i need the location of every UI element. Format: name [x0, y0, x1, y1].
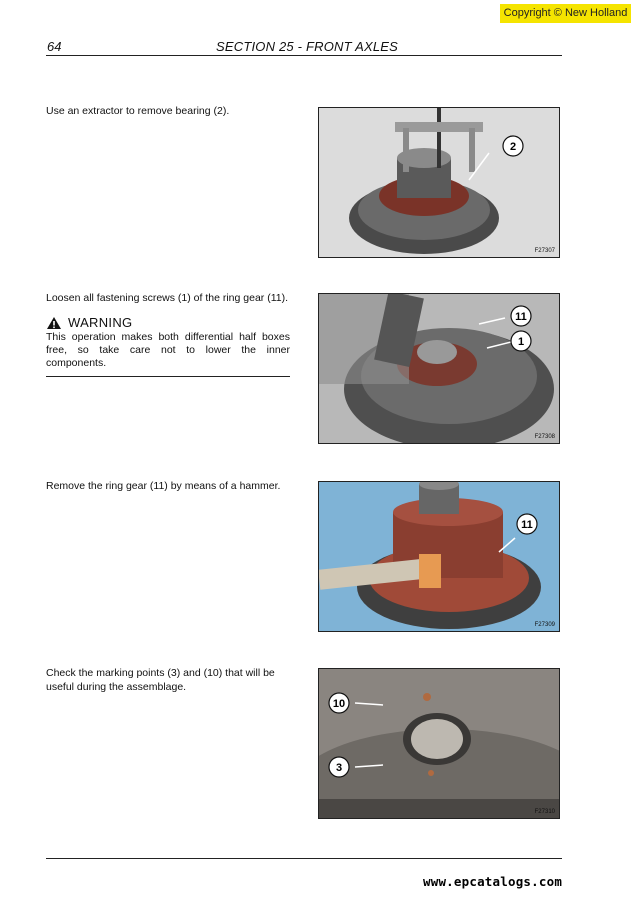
figure-marking-points — [318, 668, 560, 819]
step-4-instruction: Check the marking points (3) and (10) that will be useful during the assemblage. — [46, 667, 275, 693]
step-3-instruction: Remove the ring gear (11) by means of a hammer. — [46, 480, 281, 492]
step-2-instruction: Loosen all fastening screws (1) of the ring gear (11). — [46, 292, 289, 304]
watermark: www.epcatalogs.com — [423, 874, 563, 889]
warning-box — [46, 315, 290, 377]
callout-11: 11 — [515, 311, 527, 323]
figure-code: F27308 — [534, 434, 555, 440]
warning-triangle-icon — [46, 316, 62, 330]
figure-ring-gear-screws — [318, 293, 560, 444]
callout-2: 2 — [509, 141, 517, 153]
callout-1: 1 — [517, 336, 525, 348]
warning-divider — [46, 376, 290, 377]
callout-11: 11 — [521, 519, 533, 531]
warning-heading — [46, 315, 290, 330]
page-number: 64 — [47, 39, 62, 54]
warning-text: This operation makes both differential half boxes free, so take care not to lower the inner components. — [46, 331, 290, 369]
figure-extractor-bearing — [318, 107, 560, 258]
footer-divider — [46, 858, 562, 859]
warning-title: WARNING — [68, 315, 133, 330]
figure-code: F27309 — [534, 622, 555, 628]
figure-code: F27310 — [534, 809, 555, 815]
callout-10: 10 — [332, 698, 346, 710]
step-1-instruction: Use an extractor to remove bearing (2). — [46, 105, 230, 117]
header-divider — [46, 55, 562, 56]
figure-code: F27307 — [534, 248, 555, 254]
section-title: SECTION 25 - FRONT AXLES — [216, 39, 399, 54]
callout-3: 3 — [335, 762, 343, 774]
figure-remove-ring-gear — [318, 481, 560, 632]
copyright-badge: Copyright © New Holland — [500, 4, 631, 23]
